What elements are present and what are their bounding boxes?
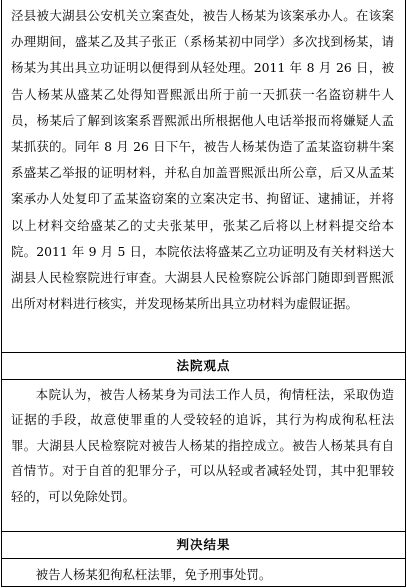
court-opinion-paragraph: 本院认为，被告人杨某身为司法工作人员，徇情枉法，采取伪造证据的手段，故意使罪重的人受较轻的追诉，其行为构成徇私枉法罪。大湖县人民检察院对被告人杨某的指控成立。被告人杨某具有自首情节。对于自首的犯罪分子，可以从轻或者减轻处罚，其中犯罪较轻的，可以免除处罚。 — [11, 387, 394, 504]
facts-section — [2, 0, 405, 352]
judgment-paragraph: 被告人杨某犯徇私枉法罪，免予刑事处罚。 — [35, 567, 272, 582]
judgment-heading: 判决结果 — [2, 531, 405, 559]
judgment-document — [1, 0, 406, 587]
judgment-section — [2, 559, 405, 587]
court-opinion-section — [2, 380, 405, 531]
court-opinion-heading: 法院观点 — [2, 352, 405, 380]
facts-paragraph: 泾县被大湖县公安机关立案查处，被告人杨某为该案承办人。在该案办理期间，盛某乙及其子张正（系杨某初中同学）多次找到杨某，请杨某为其出具立功证明以便得到从轻处理。2011 年 8 月 26 日，被告人杨某从盛某乙处得知晋熙派出所于前一天抓获一名盗窃耕牛人员，杨某后了解到该案系晋熙派出所根据他人电话举报而将嫌疑人孟某抓获的。同年 8 月 26 日下午，被告人杨某伪造了孟某盗窃耕牛案系盛某乙举报的证明材料，并私自加盖晋熙派出所公章，后又从孟某案承办人处复印了孟某盗窃案的立案决定书、拘留证、逮捕证，并将以上材料交给盛某乙的丈夫张某甲，张某乙后将以上材料提交给本院。2011 年 9 月 5 日，本院依法将盛某乙立功证明及有关材料送大湖县人民检察院进行审查。大湖县人民检察院公诉部门随即到晋熙派出所对材料进行核实，并发现杨某所出具立功材料为虚假证据。 — [11, 8, 394, 312]
